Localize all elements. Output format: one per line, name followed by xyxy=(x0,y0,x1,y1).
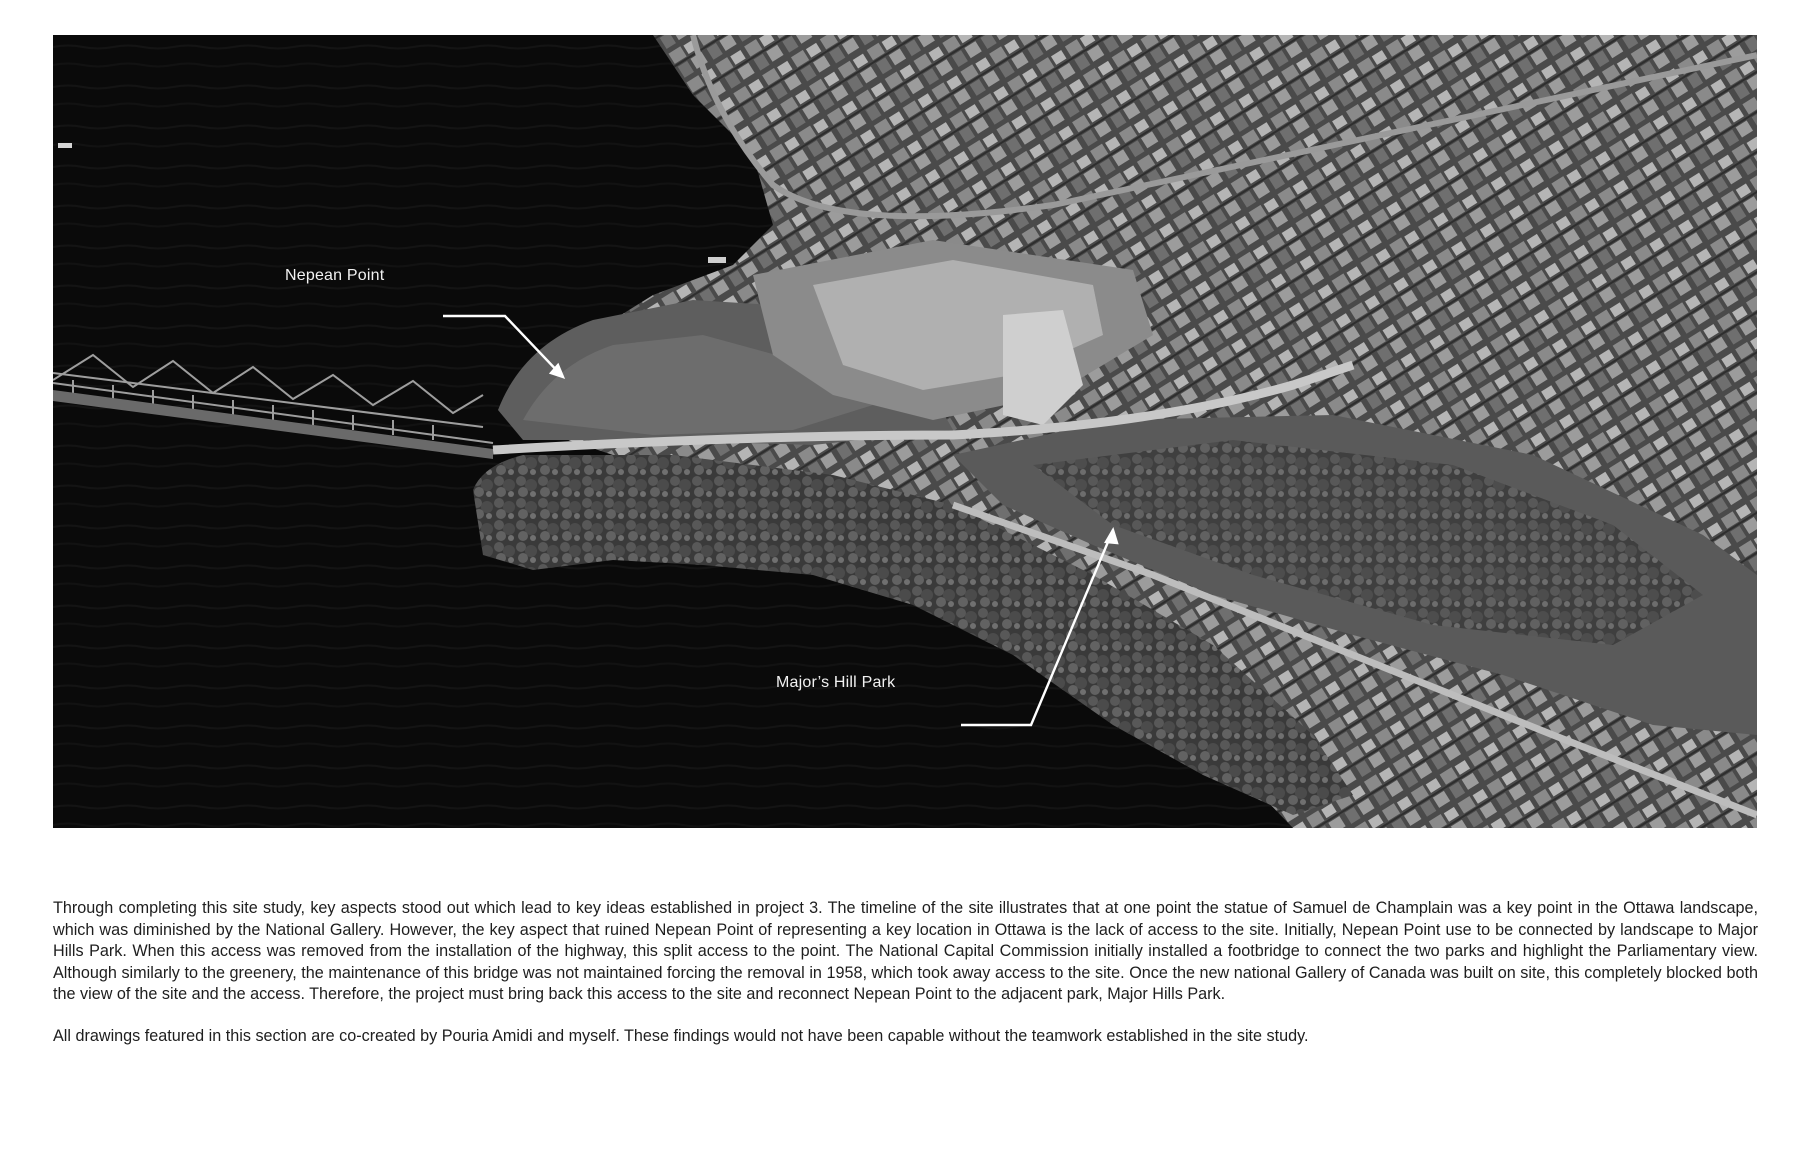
credit-paragraph: All drawings featured in this section are co-created by Pouria Amidi and myself. These findings would not have been capable without the teamwork established in the site study. xyxy=(53,1027,1309,1045)
callout-majors-hill-park: Major’s Hill Park xyxy=(776,674,896,691)
callout-nepean-point: Nepean Point xyxy=(285,267,385,284)
aerial-photograph-ottawa-icon xyxy=(53,35,1757,828)
site-study-paragraph: Through completing this site study, key aspects stood out which lead to key ideas established in project 3. The timeline of the site illustrates that at one point the statue of Samuel de Champlain was a key point in the Ottawa landscape, which was diminished by the National Gallery. However, the key aspect that ruined Nepean Point of representing a key location in Ottawa is the lack of access to the site. Initially, Nepean Point use to be connected by landscape to Major Hills Park. When this access was removed from the installation of the highway, this split access to the point. The National Capital Commission initially installed a footbridge to connect the two parks and highlight the Parliamentary view. Although similarly to the greenery, the maintenance of this bridge was not maintained forcing the removal in 1958, which took away access to the site. Once the new national Gallery of Canada was built on site, this completely blocked both the view of the site and the access. Therefore, the project must bring back this access to the site and reconnect Nepean Point to the adjacent park, Major Hills Park. xyxy=(53,899,1758,1003)
aerial-photo xyxy=(53,35,1757,828)
